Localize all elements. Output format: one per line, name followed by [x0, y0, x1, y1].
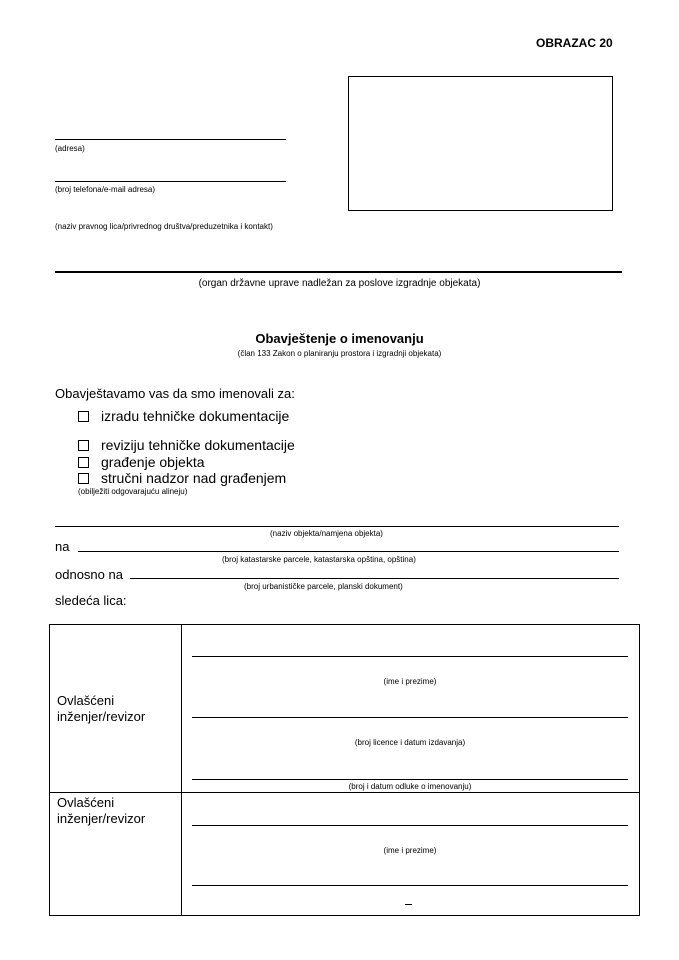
row2-name-line[interactable] — [192, 825, 628, 826]
option-row-3[interactable] — [78, 454, 205, 470]
page-subtitle: (član 133 Zakon o planiranju prostora i izgradnji objekata) — [237, 349, 442, 358]
row1-decision-caption: (broj i datum odluke o imenovanju) — [348, 782, 472, 791]
parcel-line[interactable] — [78, 551, 619, 552]
odnosno-label: odnosno na — [55, 567, 123, 582]
persons-label: sledeća lica: — [55, 593, 127, 608]
persons-table — [49, 624, 640, 916]
phone-line[interactable] — [55, 181, 286, 182]
row1-license-caption: (broj licence i datum izdavanja) — [354, 738, 466, 747]
option-label: izradu tehničke dokumentacije — [101, 408, 290, 424]
checkbox-icon[interactable] — [78, 411, 89, 422]
table-row-divider — [49, 792, 640, 793]
address-line[interactable] — [55, 139, 286, 140]
urban-line[interactable] — [130, 578, 619, 579]
row1-name-caption: (ime i prezime) — [383, 677, 437, 686]
phone-caption: (broj telefona/e-mail adresa) — [55, 185, 156, 194]
urban-caption: (broj urbanističke parcele, planski dokument) — [244, 582, 403, 591]
row1-license-line[interactable] — [192, 717, 628, 718]
option-label: reviziju tehničke dokumentacije — [101, 437, 295, 453]
options-note: (obilježiti odgovarajuću alineju) — [78, 487, 188, 496]
row2-license-tick — [405, 904, 412, 905]
stamp-box — [348, 76, 613, 211]
intro-text: Obavještavamo vas da smo imenovali za: — [55, 386, 295, 401]
option-row-2[interactable] — [78, 437, 295, 453]
row1-name-line[interactable] — [192, 656, 628, 657]
row2-label: Ovlašćeni inženjer/revizor — [57, 795, 146, 826]
parcel-caption: (broj katastarske parcele, katastarska opština, opština) — [222, 555, 416, 564]
option-row-4[interactable] — [78, 470, 286, 486]
checkbox-icon[interactable] — [78, 457, 89, 468]
option-row-1[interactable] — [78, 408, 289, 424]
row1-decision-line[interactable] — [192, 779, 628, 780]
row2-license-line[interactable] — [192, 885, 628, 886]
company-caption: (naziv pravnog lica/privrednog društva/preduzetnika i kontakt) — [55, 222, 273, 231]
authority-caption: (organ državne uprave nadležan za poslove izgradnje objekata) — [198, 278, 481, 289]
na-label: na — [55, 539, 70, 554]
form-number: OBRAZAC 20 — [536, 36, 613, 50]
authority-line[interactable] — [55, 271, 622, 273]
object-line[interactable] — [55, 526, 619, 527]
table-column-divider — [181, 624, 182, 916]
checkbox-icon[interactable] — [78, 473, 89, 484]
row1-label: Ovlašćeni inženjer/revizor — [57, 693, 146, 724]
checkbox-icon[interactable] — [78, 440, 89, 451]
page-title: Obavještenje o imenovanju — [255, 331, 424, 346]
address-caption: (adresa) — [55, 144, 85, 153]
option-label: stručni nadzor nad građenjem — [101, 470, 287, 486]
option-label: građenje objekta — [101, 454, 205, 470]
row2-name-caption: (ime i prezime) — [383, 846, 437, 855]
object-caption: (naziv objekta/namjena objekta) — [270, 529, 383, 538]
